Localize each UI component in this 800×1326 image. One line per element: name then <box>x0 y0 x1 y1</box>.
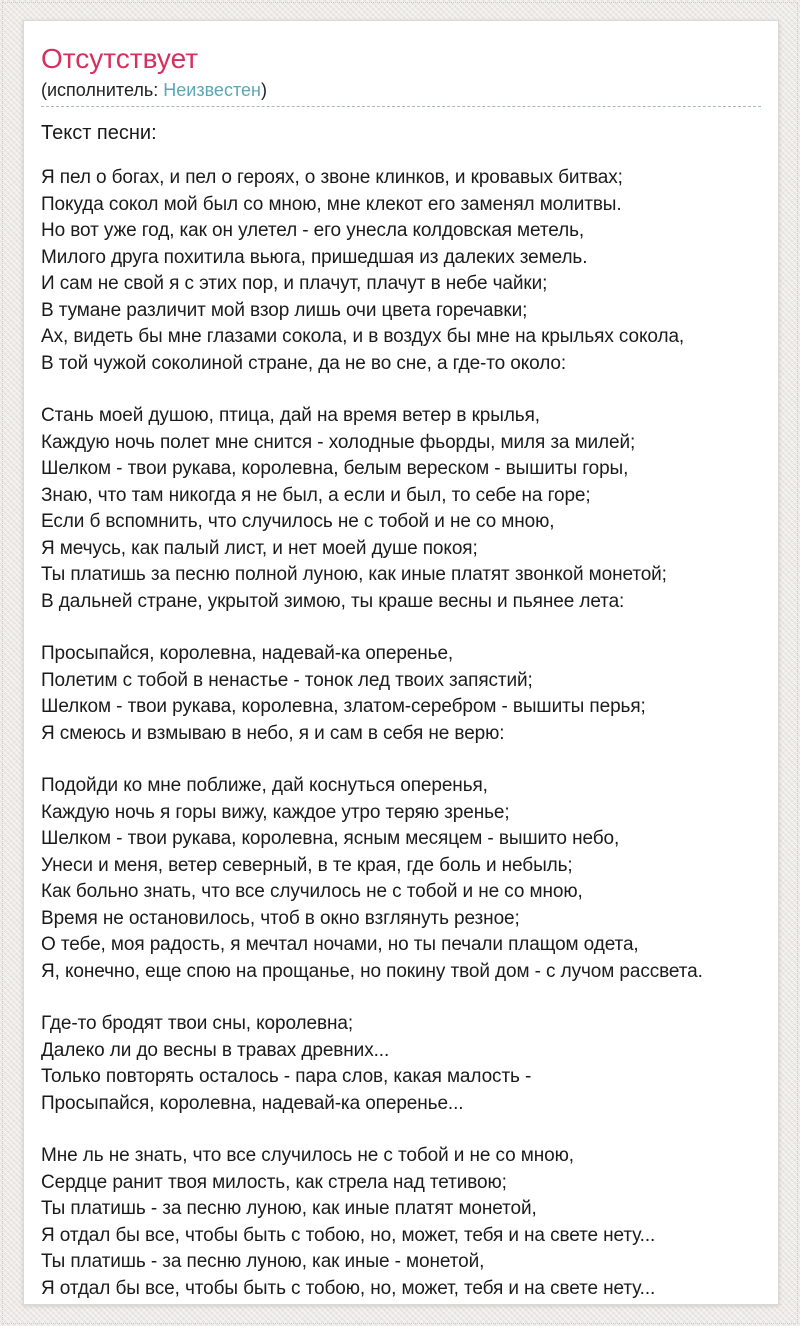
artist-label-suffix: ) <box>260 80 267 100</box>
lyrics-heading: Текст песни: <box>41 122 157 144</box>
lyrics <box>41 165 761 1302</box>
stanza: Я пел о богах, и пел о героях, о звоне клинков, и кровавых битвах; Покуда сокол мой был со мною, мне клекот его заменял молитвы. Но вот уже год, как он улетел - его унесла колдовская метель, Милого друга похитила вьюга, пришедшая из далеких земель. И сам не свой я с этих пор, и плачут, плачут в небе чайки; В тумане различит мой взор лишь очи цвета горечавки; Ах, видеть бы мне глазами сокола, и в воздух бы мне на крыльях сокола, В той чужой соколиной стране, да не во сне, а где-то около: <box>41 167 685 374</box>
artist-row <box>41 80 761 107</box>
stanza: Где-то бродят твои сны, королевна; Далеко ли до весны в травах древних... Только повторять осталось - пара слов, какая малость - Просыпайся, королевна, надевай-ка оперенье... <box>41 1013 532 1114</box>
song-title: Отсутствует <box>41 43 199 74</box>
artist-label-prefix: (исполнитель: <box>41 80 164 100</box>
lyrics-card <box>23 20 779 1305</box>
stanza: Стань моей душою, птица, дай на время ветер в крылья, Каждую ночь полет мне снится - холодные фьорды, миля за милей; Шелком - твои рукава, королевна, белым вереском - вышиты горы, Знаю, что там никогда я не был, а если и был, то себе на горе; Если б вспомнить, что случилось не с тобой и не со мною, Я мечусь, как палый лист, и нет моей душе покоя; Ты платишь за песню полной луною, как иные платят звонкой монетой; В дальней стране, укрытой зимою, ты краше весны и пьянее лета: <box>41 405 667 612</box>
artist-link[interactable]: Неизвестен <box>163 80 261 100</box>
stanza: Мне ль не знать, что все случилось не с тобой и не со мною, Сердце ранит твоя милость, как стрела над тетивою; Ты платишь - за песню луною, как иные платят монетой, Я отдал бы все, чтобы быть с тобою, но, может, тебя и на свете нету... Ты платишь - за песню луною, как иные - монетой, Я отдал бы все, чтобы быть с тобою, но, может, тебя и на свете нету... <box>41 1145 656 1299</box>
stanza: Подойди ко мне поближе, дай коснуться оперенья, Каждую ночь я горы вижу, каждое утро теряю зренье; Шелком - твои рукава, королевна, ясным месяцем - вышито небо, Унеси и меня, ветер северный, в те края, где боль и небыль; Как больно знать, что все случилось не с тобой и не со мною, Время не остановилось, чтоб в окно взглянуть резное; О тебе, моя радость, я мечтал ночами, но ты печали плащом одета, Я, конечно, еще спою на прощанье, но покину твой дом - с лучом рассвета. <box>41 775 703 982</box>
stanza: Просыпайся, королевна, надевай-ка оперенье, Полетим с тобой в ненастье - тонок лед твоих запястий; Шелком - твои рукава, королевна, златом-серебром - вышиты перья; Я смеюсь и взмываю в небо, я и сам в себя не верю: <box>41 643 646 744</box>
